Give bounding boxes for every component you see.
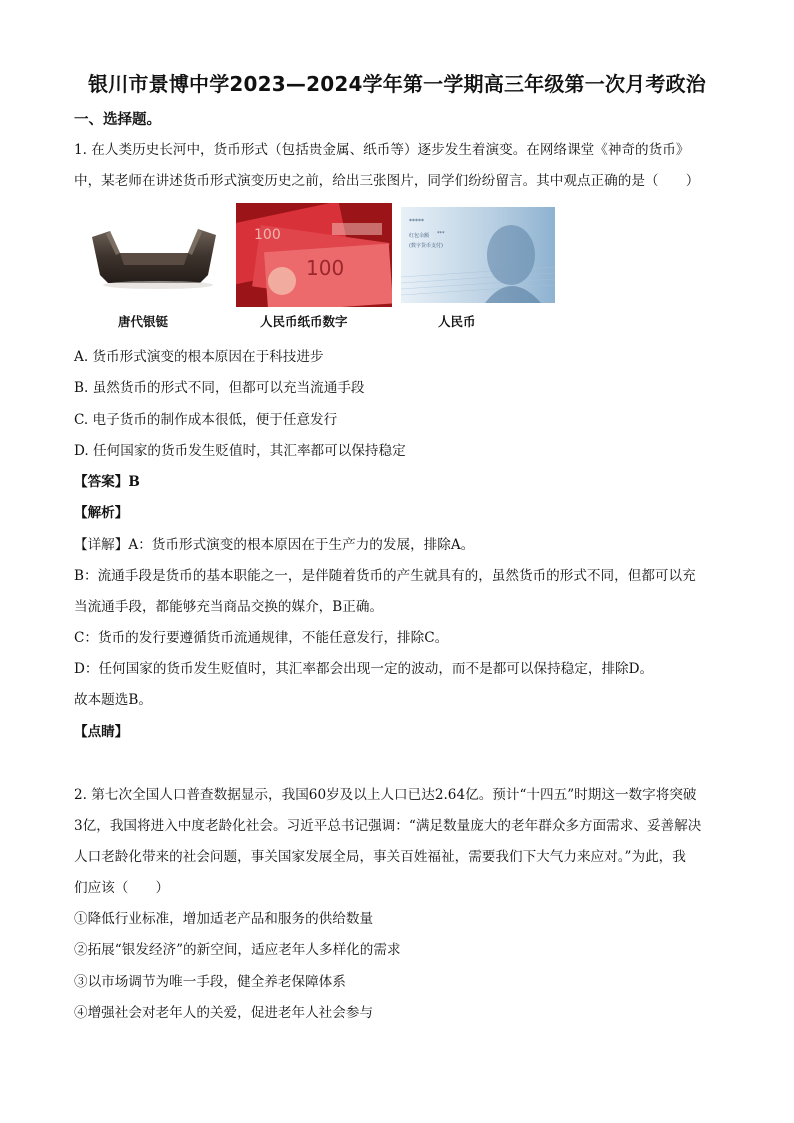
rmb-card-stars: *****: [409, 218, 424, 225]
banknotes-image: [236, 203, 392, 307]
digital-rmb-image: [401, 207, 555, 303]
q2-stem-line: 2. 第七次全国人口普查数据显示，我国60岁及以上人口已达2.64亿。预计“十四五”时期这一数字将突破: [74, 787, 697, 803]
q1-comment-label: 【点睛】: [74, 724, 129, 740]
q1-stem-line-2: 中，某老师在讲述货币形式演变历史之前，给出三张图片，同学们纷纷留言。其中观点正确的是（ ）: [74, 173, 700, 189]
rmb-card-balance: 红包余额: [409, 233, 430, 239]
q1-detail-line: C：货币的发行要遵循货币流通规律，不能任意发行，排除C。: [74, 630, 449, 646]
q1-detail-line: B：流通手段是货币的基本职能之一，是伴随着货币的产生就具有的，虽然货币的形式不同，但都可以充: [74, 568, 696, 584]
q1-option-a: A. 货币形式演变的根本原因在于科技进步: [74, 349, 324, 365]
rmb-card-note: (数字货币支付): [409, 243, 443, 249]
q1-option-c: C. 电子货币的制作成本很低，便于任意发行: [74, 412, 338, 428]
q1-option-b: B. 虽然货币的形式不同，但都可以充当流通手段: [74, 380, 365, 396]
q2-item: ②拓展“银发经济”的新空间，适应老年人多样化的需求: [74, 942, 401, 958]
q1-detail-line: 故本题选B。: [74, 692, 152, 708]
rmb-card-masked: ***: [437, 231, 445, 237]
q1-analysis-label: 【解析】: [74, 505, 129, 521]
q1-detail-line: D：任何国家的货币发生贬值时，其汇率都会出现一定的波动，而不是都可以保持稳定，排除D。: [74, 661, 654, 677]
q1-stem-line-1: 1. 在人类历史长河中，货币形式（包括贵金属、纸币等）逐步发生着演变。在网络课堂《神奇的货币》: [74, 142, 690, 158]
q2-stem-line: 们应该（ ）: [74, 880, 170, 896]
page-title: 银川市景博中学2023—2024学年第一学期高三年级第一次月考政治: [88, 72, 706, 96]
q1-detail-line: 【详解】A：货币形式演变的根本原因在于生产力的发展，排除A。: [74, 537, 475, 553]
q1-figures: [88, 203, 568, 333]
section-heading: 一、选择题。: [74, 112, 161, 128]
svg-text:100: 100: [254, 227, 281, 243]
svg-text:100: 100: [306, 256, 345, 280]
q1-answer: 【答案】B: [74, 474, 140, 490]
q2-item: ①降低行业标准，增加适老产品和服务的供给数量: [74, 911, 374, 927]
q2-item: ③以市场调节为唯一手段，健全养老保障体系: [74, 974, 346, 990]
q2-item: ④增强社会对老年人的关爱，促进老年人社会参与: [74, 1005, 374, 1021]
q1-detail-line: 当流通手段，都能够充当商品交换的媒介，B正确。: [74, 599, 384, 615]
figure-caption-rmb: 人民币: [438, 314, 476, 329]
figure-caption-banknotes: 人民币纸币数字: [260, 314, 348, 329]
figure-caption-ingot: 唐代银铤: [118, 314, 169, 329]
q1-option-d: D. 任何国家的货币发生贬值时，其汇率都可以保持稳定: [74, 443, 406, 459]
q2-stem-line: 人口老龄化带来的社会问题，事关国家发展全局，事关百姓福祉，需要我们下大气力来应对。”为此，我: [74, 849, 686, 865]
q2-stem-line: 3亿，我国将进入中度老龄化社会。习近平总书记强调：“满足数量庞大的老年群众多方面需求、妥善解决: [74, 818, 702, 834]
silver-ingot-image: [88, 225, 220, 291]
